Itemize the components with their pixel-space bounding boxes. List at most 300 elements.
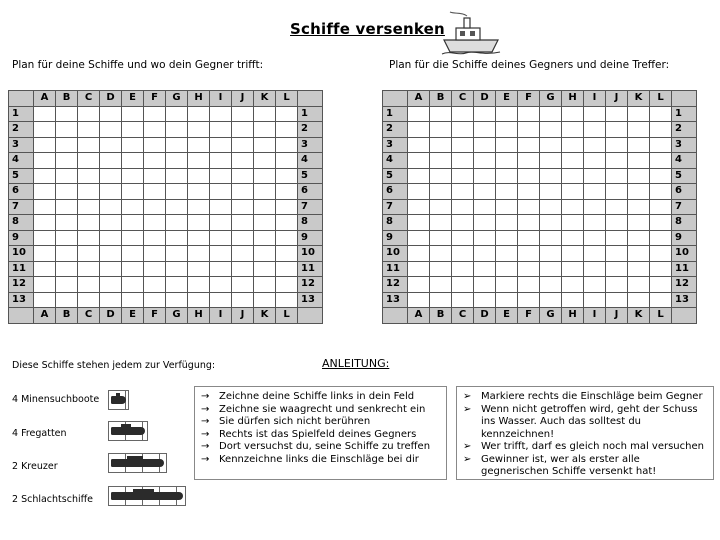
grid-cell (166, 292, 188, 308)
bullet-arrow-icon: ➢ (463, 403, 472, 415)
grid-cell (452, 261, 474, 277)
grid-cell (562, 230, 584, 246)
grid-cell (408, 215, 430, 231)
grid-cell (408, 199, 430, 215)
grid-cell (496, 153, 518, 169)
grid-cell (584, 261, 606, 277)
minesweeper-icon (108, 390, 129, 410)
grid-cell (122, 215, 144, 231)
grid-cell (606, 246, 628, 262)
grid-cell (166, 137, 188, 153)
grid-cell (100, 137, 122, 153)
grid-cell (34, 230, 56, 246)
grid-cell (166, 261, 188, 277)
grid-cell (562, 292, 584, 308)
column-label: J (232, 308, 254, 324)
grid-row (383, 184, 697, 200)
column-label: L (650, 308, 672, 324)
grid-cell (430, 246, 452, 262)
row-label: 1 (672, 106, 697, 122)
grid-cell (144, 168, 166, 184)
row-label: 3 (9, 137, 34, 153)
instruction-item (201, 416, 440, 429)
row-label: 1 (383, 106, 408, 122)
grid-cell (188, 199, 210, 215)
grid-cell (188, 292, 210, 308)
grid-cell (276, 215, 298, 231)
column-label: D (474, 91, 496, 107)
bullet-arrow-icon: → (201, 391, 210, 402)
row-label: 4 (9, 153, 34, 169)
grid-cell (408, 292, 430, 308)
grid-cell (562, 168, 584, 184)
column-label: I (584, 308, 606, 324)
grid-cell (650, 184, 672, 200)
grid-cell (474, 277, 496, 293)
grid-cell (518, 230, 540, 246)
grid-cell (628, 277, 650, 293)
column-label: K (254, 308, 276, 324)
grid-cell (452, 199, 474, 215)
grid-cell (254, 292, 276, 308)
grid-cell (408, 246, 430, 262)
column-label: D (474, 308, 496, 324)
grid-cell (518, 246, 540, 262)
column-label: K (628, 91, 650, 107)
grid-cell (188, 184, 210, 200)
column-label: H (562, 308, 584, 324)
grid-cell (254, 230, 276, 246)
grid-cell (188, 230, 210, 246)
instruction-item (463, 404, 707, 442)
grid-cell (474, 122, 496, 138)
grid-cell (430, 168, 452, 184)
grid-cell (606, 168, 628, 184)
grid-cell (254, 153, 276, 169)
column-label: I (210, 91, 232, 107)
grid-row (9, 122, 323, 138)
row-label: 3 (383, 137, 408, 153)
row-label: 6 (672, 184, 697, 200)
instruction-item (463, 454, 707, 479)
grid-cell (78, 261, 100, 277)
grid-cell (232, 184, 254, 200)
bullet-arrow-icon: → (201, 441, 210, 452)
grid-cell (166, 230, 188, 246)
grid-cell (144, 122, 166, 138)
instruction-text: Rechts ist das Spielfeld deines Gegners (219, 428, 417, 440)
grid-row (9, 106, 323, 122)
grid-cell (408, 153, 430, 169)
instruction-item (201, 429, 440, 442)
grid-header-bottom (383, 308, 697, 324)
instruction-item (201, 404, 440, 417)
grid-cell (628, 168, 650, 184)
instruction-item (201, 391, 440, 404)
grid-corner (298, 308, 323, 324)
grid-cell (254, 277, 276, 293)
grid-cell (34, 168, 56, 184)
grid-cell (276, 246, 298, 262)
grid-cell (166, 277, 188, 293)
grid-row (383, 122, 697, 138)
grid-cell (122, 199, 144, 215)
row-label: 2 (298, 122, 323, 138)
row-label: 6 (383, 184, 408, 200)
grid-cell (210, 168, 232, 184)
row-label: 13 (672, 292, 697, 308)
row-label: 1 (298, 106, 323, 122)
boat-illustration (440, 10, 502, 60)
grid-cell (452, 168, 474, 184)
grid-cell (628, 199, 650, 215)
grid-cell (122, 122, 144, 138)
row-label: 11 (383, 261, 408, 277)
row-label: 2 (9, 122, 34, 138)
grid-cell (474, 137, 496, 153)
grid-cell (430, 261, 452, 277)
grid-cell (78, 215, 100, 231)
grid-corner (298, 91, 323, 107)
grid-cell (606, 277, 628, 293)
grid-cell (628, 137, 650, 153)
grid-row (9, 168, 323, 184)
grid-cell (584, 246, 606, 262)
grid-cell (78, 292, 100, 308)
instruction-text: Kennzeichne links die Einschläge bei dir (219, 453, 419, 465)
grid-cell (562, 199, 584, 215)
grid-cell (56, 261, 78, 277)
grid-cell (254, 199, 276, 215)
grid-cell (496, 230, 518, 246)
ship-label-battleship: 2 Schlachtschiffe (12, 494, 93, 505)
grid-cell (210, 106, 232, 122)
grid-cell (100, 106, 122, 122)
grid-row (9, 230, 323, 246)
grid-row (383, 261, 697, 277)
grid-row (383, 137, 697, 153)
grid-cell (144, 292, 166, 308)
grid-cell (122, 292, 144, 308)
grid-cell (430, 199, 452, 215)
bullet-arrow-icon: → (201, 416, 210, 427)
grid-cell (166, 199, 188, 215)
grid-cell (276, 153, 298, 169)
column-label: F (144, 91, 166, 107)
column-label: C (452, 91, 474, 107)
grid-cell (540, 122, 562, 138)
grid-cell (606, 122, 628, 138)
grid-cell (540, 199, 562, 215)
grid-cell (122, 246, 144, 262)
column-label: B (430, 91, 452, 107)
grid-cell (474, 215, 496, 231)
grid-corner (383, 91, 408, 107)
grid-cell (606, 292, 628, 308)
grid-cell (606, 153, 628, 169)
grid-cell (276, 230, 298, 246)
left-instructions-box (194, 386, 447, 480)
column-label: H (188, 91, 210, 107)
instruction-text: Zeichne deine Schiffe links in dein Feld (219, 391, 415, 402)
row-label: 5 (298, 168, 323, 184)
grid-row (383, 168, 697, 184)
grid-cell (650, 277, 672, 293)
grid-cell (254, 122, 276, 138)
grid-cell (650, 137, 672, 153)
grid-cell (100, 199, 122, 215)
grid-cell (144, 199, 166, 215)
grid-cell (210, 137, 232, 153)
grid-cell (474, 292, 496, 308)
grid-cell (628, 246, 650, 262)
grid-cell (122, 168, 144, 184)
grid-cell (430, 184, 452, 200)
bullet-arrow-icon: ➢ (463, 441, 472, 452)
grid-row (383, 292, 697, 308)
column-label: A (408, 308, 430, 324)
grid-cell (100, 153, 122, 169)
grid-cell (430, 137, 452, 153)
right-instructions-box (456, 386, 714, 480)
instruction-text: Wer trifft, darf es gleich noch mal versuchen (481, 441, 704, 452)
grid-cell (408, 106, 430, 122)
grid-cell (210, 215, 232, 231)
grid-cell (78, 122, 100, 138)
grid-row (383, 230, 697, 246)
grid-cell (122, 137, 144, 153)
grid-cell (584, 168, 606, 184)
grid-cell (496, 199, 518, 215)
bullet-arrow-icon: → (201, 453, 210, 465)
column-label: J (606, 308, 628, 324)
instruction-text: Zeichne sie waagrecht und senkrecht ein (219, 403, 426, 415)
grid-cell (166, 215, 188, 231)
grid-cell (122, 184, 144, 200)
grid-cell (408, 261, 430, 277)
grid-cell (474, 106, 496, 122)
grid-cell (562, 106, 584, 122)
grid-cell (254, 184, 276, 200)
column-label: G (540, 308, 562, 324)
frigate-icon (108, 421, 148, 441)
grid-cell (254, 246, 276, 262)
grid-cell (78, 184, 100, 200)
grid-row (9, 215, 323, 231)
grid-cell (650, 246, 672, 262)
grid-cell (518, 261, 540, 277)
column-label: A (34, 91, 56, 107)
column-label: C (78, 91, 100, 107)
column-label: K (628, 308, 650, 324)
grid-cell (430, 292, 452, 308)
grid-cell (628, 153, 650, 169)
grid-row (9, 199, 323, 215)
grid-cell (232, 122, 254, 138)
column-label: F (518, 308, 540, 324)
grid-cell (562, 215, 584, 231)
grid-cell (430, 153, 452, 169)
grid-cell (232, 230, 254, 246)
grid-cell (540, 184, 562, 200)
grid-cell (650, 230, 672, 246)
grid-cell (496, 137, 518, 153)
grid-cell (540, 168, 562, 184)
grid-cell (78, 168, 100, 184)
instruction-text: Dort versuchst du, seine Schiffe zu treffen (219, 441, 431, 452)
grid-cell (650, 215, 672, 231)
row-label: 7 (672, 199, 697, 215)
row-label: 11 (672, 261, 697, 277)
grid-cell (56, 137, 78, 153)
grid-cell (584, 137, 606, 153)
column-label: G (540, 91, 562, 107)
grid-cell (56, 277, 78, 293)
grid-cell (166, 246, 188, 262)
column-label: C (452, 308, 474, 324)
grid-cell (540, 230, 562, 246)
grid-cell (166, 106, 188, 122)
grid-cell (78, 106, 100, 122)
row-label: 5 (383, 168, 408, 184)
grid-cell (518, 168, 540, 184)
row-label: 3 (298, 137, 323, 153)
row-label: 4 (672, 153, 697, 169)
grid-cell (210, 230, 232, 246)
grid-cell (56, 246, 78, 262)
grid-corner (672, 91, 697, 107)
grid-cell (518, 137, 540, 153)
grid-corner (383, 308, 408, 324)
grid-cell (254, 137, 276, 153)
row-label: 12 (672, 277, 697, 293)
row-label: 12 (9, 277, 34, 293)
grid-cell (628, 106, 650, 122)
bullet-arrow-icon: ➢ (463, 391, 472, 402)
grid-cell (650, 106, 672, 122)
column-label: D (100, 91, 122, 107)
grid-cell (606, 106, 628, 122)
grid-cell (100, 122, 122, 138)
grid-cell (254, 168, 276, 184)
grid-header-top (383, 91, 697, 107)
ship-label-minesweeper: 4 Minensuchboote (12, 394, 100, 405)
row-label: 9 (672, 230, 697, 246)
grid-cell (496, 106, 518, 122)
grid-cell (562, 261, 584, 277)
grid-cell (144, 106, 166, 122)
grid-row (383, 199, 697, 215)
grid-cell (650, 153, 672, 169)
grid-cell (584, 106, 606, 122)
grid-cell (606, 261, 628, 277)
row-label: 8 (9, 215, 34, 231)
grid-cell (78, 230, 100, 246)
grid-cell (540, 106, 562, 122)
grid-cell (210, 153, 232, 169)
grid-cell (78, 246, 100, 262)
grid-cell (144, 246, 166, 262)
column-label: A (408, 91, 430, 107)
grid-cell (584, 230, 606, 246)
instruction-item (201, 454, 440, 467)
grid-cell (166, 153, 188, 169)
available-ships-label: Diese Schiffe stehen jedem zur Verfügung: (12, 360, 216, 371)
grid-cell (452, 215, 474, 231)
grid-cell (650, 199, 672, 215)
grid-cell (452, 292, 474, 308)
bullet-arrow-icon: → (201, 428, 210, 440)
grid-cell (518, 184, 540, 200)
grid-cell (650, 168, 672, 184)
grid-cell (430, 277, 452, 293)
grid-cell (496, 184, 518, 200)
row-label: 5 (672, 168, 697, 184)
grid-cell (276, 122, 298, 138)
grid-cell (628, 292, 650, 308)
grid-cell (188, 122, 210, 138)
grid-cell (452, 277, 474, 293)
grid-cell (584, 184, 606, 200)
grid-cell (34, 199, 56, 215)
grid-cell (628, 230, 650, 246)
column-label: L (650, 91, 672, 107)
column-label: L (276, 91, 298, 107)
column-label: I (210, 308, 232, 324)
row-label: 7 (9, 199, 34, 215)
row-label: 11 (298, 261, 323, 277)
own-ships-grid (8, 90, 323, 324)
grid-cell (210, 246, 232, 262)
grid-cell (276, 292, 298, 308)
grid-cell (628, 184, 650, 200)
grid-cell (584, 199, 606, 215)
grid-cell (518, 153, 540, 169)
column-label: E (122, 308, 144, 324)
grid-cell (188, 137, 210, 153)
grid-cell (474, 184, 496, 200)
row-label: 4 (298, 153, 323, 169)
grid-cell (56, 215, 78, 231)
grid-row (383, 277, 697, 293)
grid-row (383, 153, 697, 169)
opponent-ships-grid (382, 90, 697, 324)
grid-cell (210, 292, 232, 308)
grid-cell (232, 261, 254, 277)
column-label: G (166, 308, 188, 324)
page-title: Schiffe versenken (290, 20, 445, 38)
row-label: 9 (9, 230, 34, 246)
column-label: D (100, 308, 122, 324)
grid-cell (518, 277, 540, 293)
row-label: 9 (383, 230, 408, 246)
grid-cell (276, 168, 298, 184)
row-label: 13 (383, 292, 408, 308)
grid-cell (452, 246, 474, 262)
grid-cell (584, 215, 606, 231)
grid-cell (452, 184, 474, 200)
grid-corner (672, 308, 697, 324)
grid-cell (56, 168, 78, 184)
grid-cell (232, 215, 254, 231)
instruction-text: Sie dürfen sich nicht berühren (219, 416, 371, 427)
grid-cell (100, 246, 122, 262)
grid-cell (56, 184, 78, 200)
grid-cell (606, 184, 628, 200)
left-plan-title: Plan für deine Schiffe und wo dein Gegner trifft: (12, 59, 264, 71)
grid-cell (232, 153, 254, 169)
grid-row (9, 184, 323, 200)
